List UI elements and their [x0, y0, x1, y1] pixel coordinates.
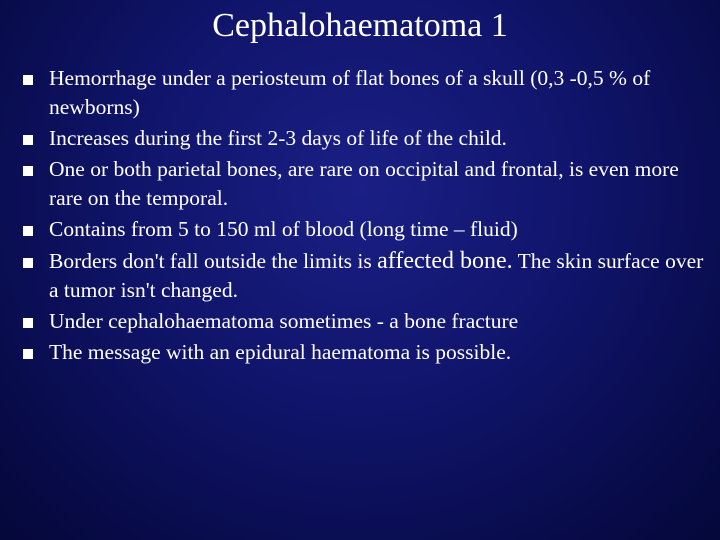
square-bullet-icon: [23, 166, 33, 176]
slide-title: Cephalohaematoma 1: [212, 7, 508, 44]
bullet-item: [20, 124, 710, 153]
bullet-text-part: Borders don't fall outside the limits is: [49, 249, 378, 273]
bullet-list: [20, 64, 710, 369]
square-bullet-icon: [23, 226, 33, 236]
bullet-text-emphasis: affected bone.: [377, 248, 513, 274]
bullet-text: One or both parietal bones, are rare on occipital and frontal, is even more rare on the temporal.: [49, 157, 679, 210]
bullet-text: The message with an epidural haematoma is possible.: [49, 340, 512, 364]
bullet-item: [20, 155, 710, 213]
bullet-text: Contains from 5 to 150 ml of blood (long time – fluid): [49, 217, 518, 241]
square-bullet-icon: [23, 135, 33, 145]
square-bullet-icon: [23, 258, 33, 268]
bullet-text: Hemorrhage under a periosteum of flat bones of a skull (0,3 -0,5 % of newborns): [49, 66, 651, 119]
bullet-text: Increases during the first 2-3 days of life of the child.: [49, 126, 507, 150]
bullet-item: [20, 338, 710, 367]
bullet-item: [20, 247, 710, 305]
square-bullet-icon: [23, 349, 33, 359]
bullet-item: [20, 64, 710, 122]
square-bullet-icon: [23, 318, 33, 328]
bullet-text-part: The skin surface over a tumor isn't changed.: [49, 249, 704, 302]
bullet-item: [20, 307, 710, 336]
square-bullet-icon: [23, 75, 33, 85]
bullet-text: Under cephalohaematoma sometimes - a bone fracture: [49, 309, 519, 333]
bullet-item: [20, 215, 710, 244]
